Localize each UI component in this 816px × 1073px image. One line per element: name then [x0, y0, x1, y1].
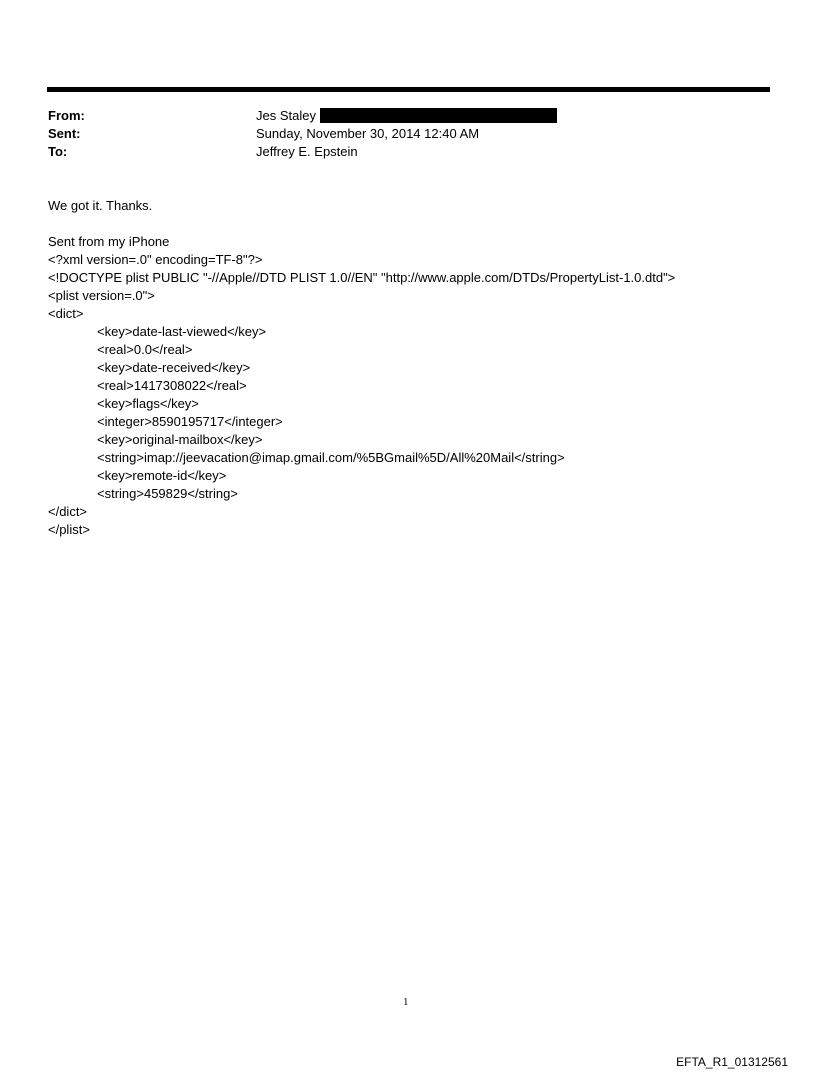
sent-value: Sunday, November 30, 2014 12:40 AM	[256, 126, 480, 141]
xml-line: <integer>8590195717</integer>	[97, 414, 283, 429]
xml-line: <!DOCTYPE plist PUBLIC "-//Apple//DTD PLIST 1.0//EN" "http://www.apple.com/DTDs/PropertyList-1.0.dtd">	[48, 270, 676, 285]
xml-line: <real>1417308022</real>	[97, 378, 247, 393]
bates-number: EFTA_R1_01312561	[676, 1055, 788, 1069]
xml-line: <plist version=.0">	[48, 288, 155, 303]
xml-line: <?xml version=.0" encoding=TF-8"?>	[48, 252, 263, 267]
xml-line: <key>flags</key>	[97, 396, 199, 411]
sender-name: Jes Staley	[256, 108, 316, 123]
redaction-bar	[320, 108, 557, 123]
to-value: Jeffrey E. Epstein	[256, 144, 358, 159]
xml-line: <string>459829</string>	[97, 486, 238, 501]
header-divider	[47, 87, 770, 92]
xml-line: <key>remote-id</key>	[97, 468, 227, 483]
from-value	[256, 107, 557, 125]
page-number: 1	[403, 996, 409, 1008]
xml-line: <key>date-received</key>	[97, 360, 251, 375]
sent-label: Sent:	[48, 126, 81, 141]
xml-line: </plist>	[48, 522, 90, 537]
xml-line: <key>date-last-viewed</key>	[97, 324, 267, 339]
xml-line: <string>imap://jeevacation@imap.gmail.com/%5BGmail%5D/All%20Mail</string>	[97, 450, 565, 465]
xml-line: <dict>	[48, 306, 84, 321]
from-label: From:	[48, 108, 85, 123]
signature-text: Sent from my iPhone	[48, 234, 170, 249]
xml-line: <real>0.0</real>	[97, 342, 193, 357]
xml-line: <key>original-mailbox</key>	[97, 432, 263, 447]
xml-line: </dict>	[48, 504, 88, 519]
message-text: We got it. Thanks.	[48, 198, 153, 213]
to-label: To:	[48, 144, 68, 159]
